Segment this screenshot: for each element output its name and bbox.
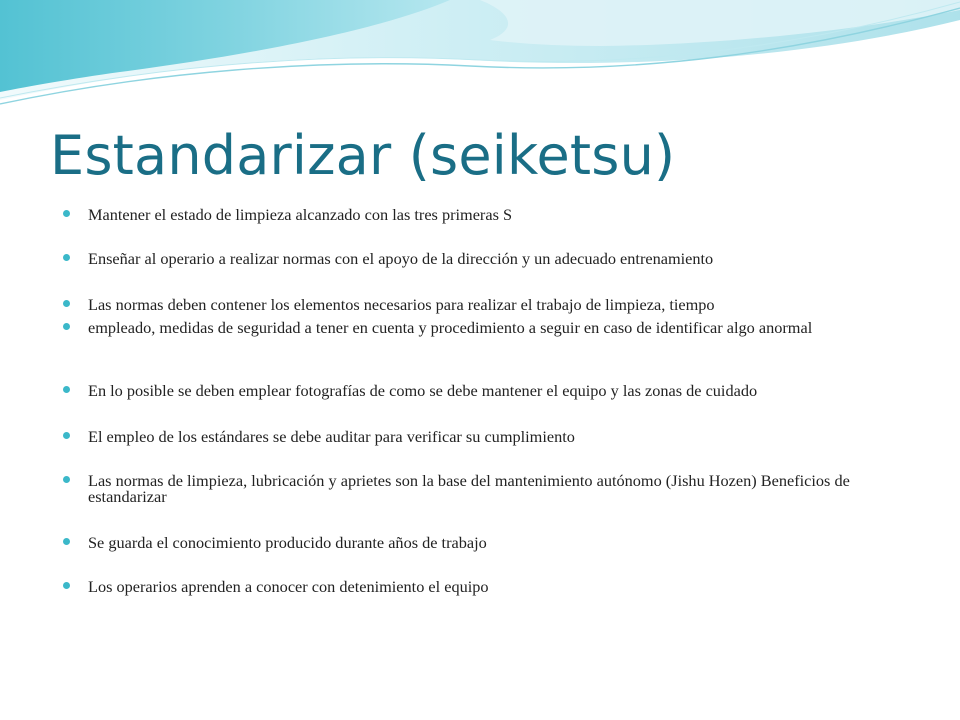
bullet-item: Se guarda el conocimiento producido durante años de trabajo [88,533,487,552]
bullet-item: Las normas deben contener los elementos necesarios para realizar el trabajo de limpieza, tiempo [88,295,715,314]
bullet-marker [63,582,70,589]
bullet-item: En lo posible se deben emplear fotografías de como se debe mantener el equipo y las zonas de cuidado [88,381,758,400]
slide-title: Estandarizar (seiketsu) [50,124,676,187]
bullet-item: Enseñar al operario a realizar normas con el apoyo de la dirección y un adecuado entrenamiento [88,249,714,268]
bullet-item: Mantener el estado de limpieza alcanzado con las tres primeras S [88,205,513,224]
bullet-item: empleado, medidas de seguridad a tener en cuenta y procedimiento a seguir en caso de identificar algo anormal [88,318,813,337]
bullet-item: Las normas de limpieza, lubricación y aprietes son la base del mantenimiento autónomo (Jishu Hozen) Beneficios de estandarizar [88,471,850,506]
bullet-item: Los operarios aprenden a conocer con detenimiento el equipo [88,577,489,596]
bullet-marker [63,476,70,483]
bullet-marker [63,386,70,393]
bullet-marker [63,323,70,330]
bullet-item: El empleo de los estándares se debe auditar para verificar su cumplimiento [88,427,575,446]
bullet-marker [63,254,70,261]
bullet-marker [63,300,70,307]
bullet-marker [63,432,70,439]
bullet-marker [63,538,70,545]
bullet-marker [63,210,70,217]
